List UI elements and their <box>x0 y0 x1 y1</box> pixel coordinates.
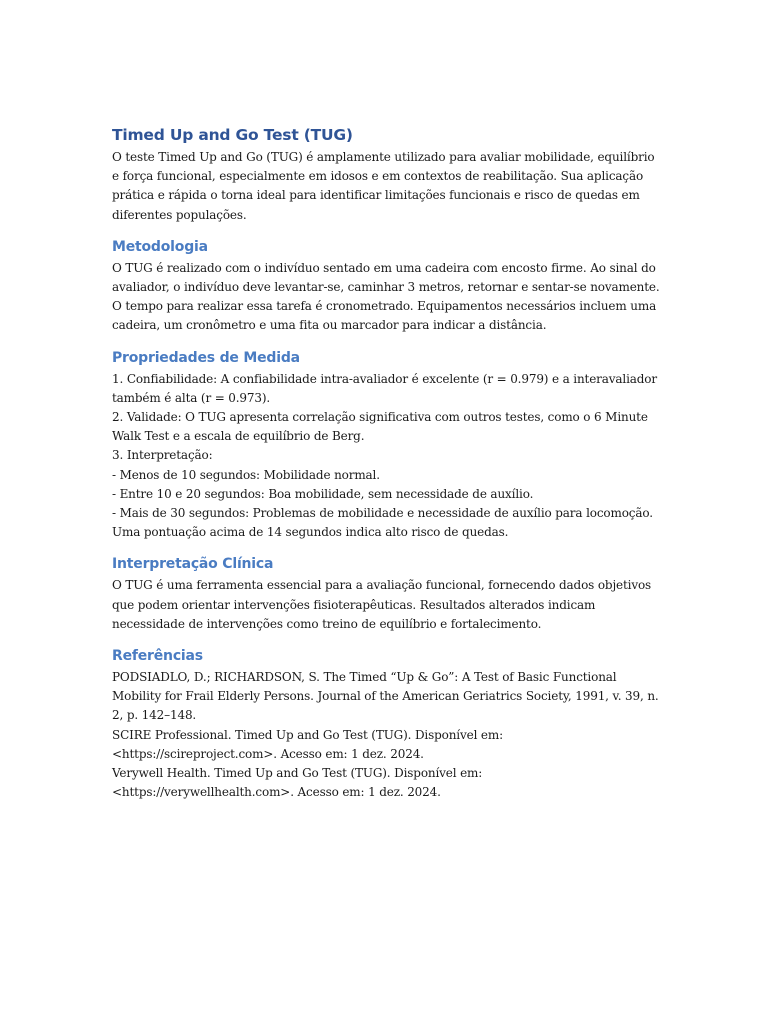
propriedades-line: - Entre 10 e 20 segundos: Boa mobilidade, sem necessidade de auxílio. <box>112 486 534 501</box>
propriedades-line: 1. Confiabilidade: A confiabilidade intra-avaliador é excelente (r = 0.979) e a interavaliador também é alta (r = 0.973). <box>112 371 657 405</box>
heading-referencias: Referências <box>112 648 203 665</box>
propriedades-list <box>112 370 660 543</box>
heading-metodologia: Metodologia <box>112 238 208 255</box>
reference-entry: PODSIADLO, D.; RICHARDSON, S. The Timed “Up & Go”: A Test of Basic Functional Mobility for Frail Elderly Persons. Journal of the American Geriatrics Society, 1991, v. 39, n. 2, p. 142–148. <box>112 670 659 723</box>
document-page <box>112 124 660 802</box>
propriedades-line: 3. Interpretação: <box>112 448 213 463</box>
referencias-list <box>112 668 660 802</box>
heading-propriedades: Propriedades de Medida <box>112 349 300 366</box>
heading-interpretacao: Interpretação Clínica <box>112 556 274 573</box>
intro-paragraph: O teste Timed Up and Go (TUG) é amplamente utilizado para avaliar mobilidade, equilíbrio e força funcional, especialmente em idosos e em contextos de reabilitação. Sua aplicação prática e rápida o torna ideal para identificar limitações funcionais e risco de quedas em diferentes populações. <box>112 150 655 222</box>
reference-entry: Verywell Health. Timed Up and Go Test (TUG). Disponível em: <https://verywellhealth.com>. Acesso em: 1 dez. 2024. <box>112 766 483 800</box>
metodologia-paragraph: O TUG é realizado com o indivíduo sentado em uma cadeira com encosto firme. Ao sinal do avaliador, o indivíduo deve levantar-se, caminhar 3 metros, retornar e sentar-se novamente. O tempo para realizar essa tarefa é cronometrado. Equipamentos necessários incluem uma cadeira, um cronômetro e uma fita ou marcador para indicar a distância. <box>112 260 660 333</box>
propriedades-line: - Mais de 30 segundos: Problemas de mobilidade e necessidade de auxílio para locomoção. Uma pontuação acima de 14 segundos indica alto risco de quedas. <box>112 506 653 540</box>
propriedades-line: 2. Validade: O TUG apresenta correlação significativa com outros testes, como o 6 Minute Walk Test e a escala de equilíbrio de Berg. <box>112 410 648 444</box>
document-title: Timed Up and Go Test (TUG) <box>112 126 353 144</box>
interpretacao-paragraph: O TUG é uma ferramenta essencial para a avaliação funcional, fornecendo dados objetivos que podem orientar intervenções fisioterapêuticas. Resultados alterados indicam necessidade de intervenções como treino de equilíbrio e fortalecimento. <box>112 578 652 631</box>
propriedades-line: - Menos de 10 segundos: Mobilidade normal. <box>112 467 380 482</box>
reference-entry: SCIRE Professional. Timed Up and Go Test (TUG). Disponível em: <https://scireproject.com>. Acesso em: 1 dez. 2024. <box>112 727 504 761</box>
